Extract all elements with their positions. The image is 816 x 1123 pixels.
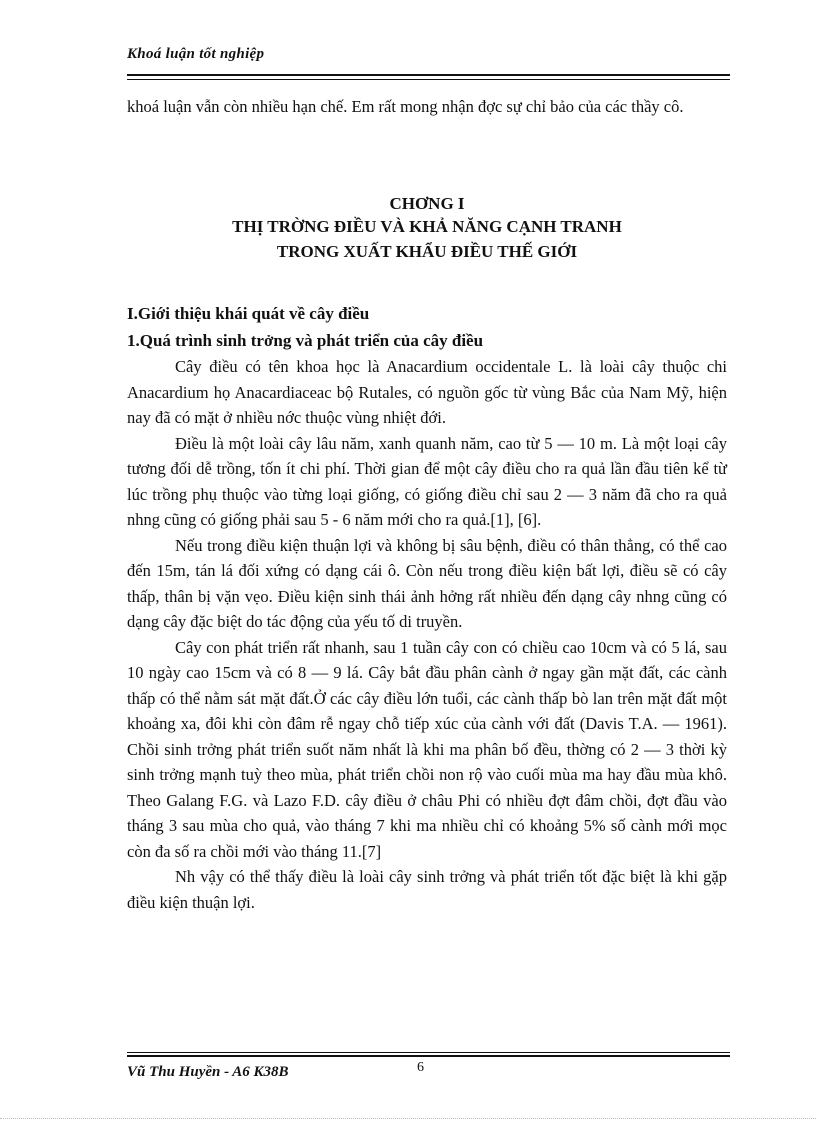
footer-rule-thin — [127, 1052, 730, 1053]
footer-author: Vũ Thu Huyền - A6 K38B — [127, 1064, 289, 1080]
chapter-title-line2: TRONG XUẤT KHẨU ĐIỀU THẾ GIỚI — [276, 242, 578, 261]
paragraph-2: Điều là một loài cây lâu năm, xanh quanh năm, cao từ 5 — 10 m. Là một loại cây tương đối dễ trồng, tốn ít chi phí. Thời gian để một cây điều cho ra quả lần đầu tiên kể từ lúc trồng phụ thuộc vào từng loại giống, có giống điều chỉ sau 2 — 3 năm đã cho ra quả nhng cũng có giống phải sau 5 - 6 năm mới cho ra quả.[1], [6]. — [127, 433, 727, 529]
main-text — [127, 354, 727, 915]
footer-rule-thick — [127, 1055, 730, 1057]
paragraph-4: Cây con phát triển rất nhanh, sau 1 tuần cây con có chiều cao 10cm và có 5 lá, sau 10 ngày cao 15cm và có 8 — 9 lá. Cây bắt đầu phân cành ở ngay gần mặt đất, các cành thấp có thể nằm sát mặt đất.Ở các cây điều lớn tuổi, các cành thấp bò lan trên mặt đất một khoảng xa, đôi khi còn đâm rễ ngay chỗ tiếp xúc của cành với đất (Davis T.A. — 1961). Chồi sinh trởng phát triển suốt năm nhất là khi ma phân bố đều, thờng có 2 — 3 thời kỳ sinh trởng mạnh tuỳ theo mùa, phát triển chồi non rộ vào cuối mùa ma hay đầu mùa khô. Theo Galang F.G. và Lazo F.D. cây điều ở châu Phi có nhiều đợt đâm chồi, đợt đầu vào tháng 3 sau mùa cho quả, vào tháng 7 khi ma nhiều chỉ có khoảng 5% số cành mới mọc còn đa số ra chồi mới vào tháng 11.[7] — [127, 637, 727, 861]
paragraph-1: Cây điều có tên khoa học là Anacardium occidentale L. là loài cây thuộc chi Anacardium họ Anacardiaceac bộ Rutales, có nguồn gốc từ vùng Bắc của Nam Mỹ, hiện nay đã có mặt ở nhiều nớc thuộc vùng nhiệt đới. — [127, 357, 727, 427]
section-heading: I.Giới thiệu khái quát về cây điều — [127, 304, 370, 323]
paragraph-5: Nh vậy có thể thấy điều là loài cây sinh trởng và phát triển tốt đặc biệt là khi gặp điều kiện thuận lợi. — [127, 867, 727, 912]
header-title: Khoá luận tốt nghiệp — [127, 46, 265, 62]
chapter-number: CHƠNG I — [389, 194, 465, 213]
header-rule-thin — [127, 79, 730, 80]
subsection-heading: 1.Quá trình sinh trởng và phát triển của cây điều — [127, 331, 484, 350]
header-rule-thick — [127, 74, 730, 76]
intro-text: khoá luận vẫn còn nhiều hạn chế. Em rất mong nhận đợc sự chỉ bảo của các thầy cô. — [127, 97, 684, 116]
page-bottom-divider — [0, 1118, 816, 1119]
intro-paragraph — [127, 94, 727, 120]
page-number: 6 — [417, 1060, 424, 1075]
paragraph-3: Nếu trong điều kiện thuận lợi và không bị sâu bệnh, điều có thân thẳng, có thể cao đến 15m, tán lá đối xứng có dạng cái ô. Còn nếu trong điều kiện bất lợi, điều sẽ có cây thấp, thân bị vặn vẹo. Điều kiện sinh thái ảnh hởng rất nhiều đến dạng cây nhng cũng có dạng cây đặc biệt do tác động của yếu tố di truyền. — [127, 535, 727, 631]
chapter-title-line1: THỊ TRỜNG ĐIỀU VÀ KHẢ NĂNG CẠNH TRANH — [232, 217, 622, 236]
